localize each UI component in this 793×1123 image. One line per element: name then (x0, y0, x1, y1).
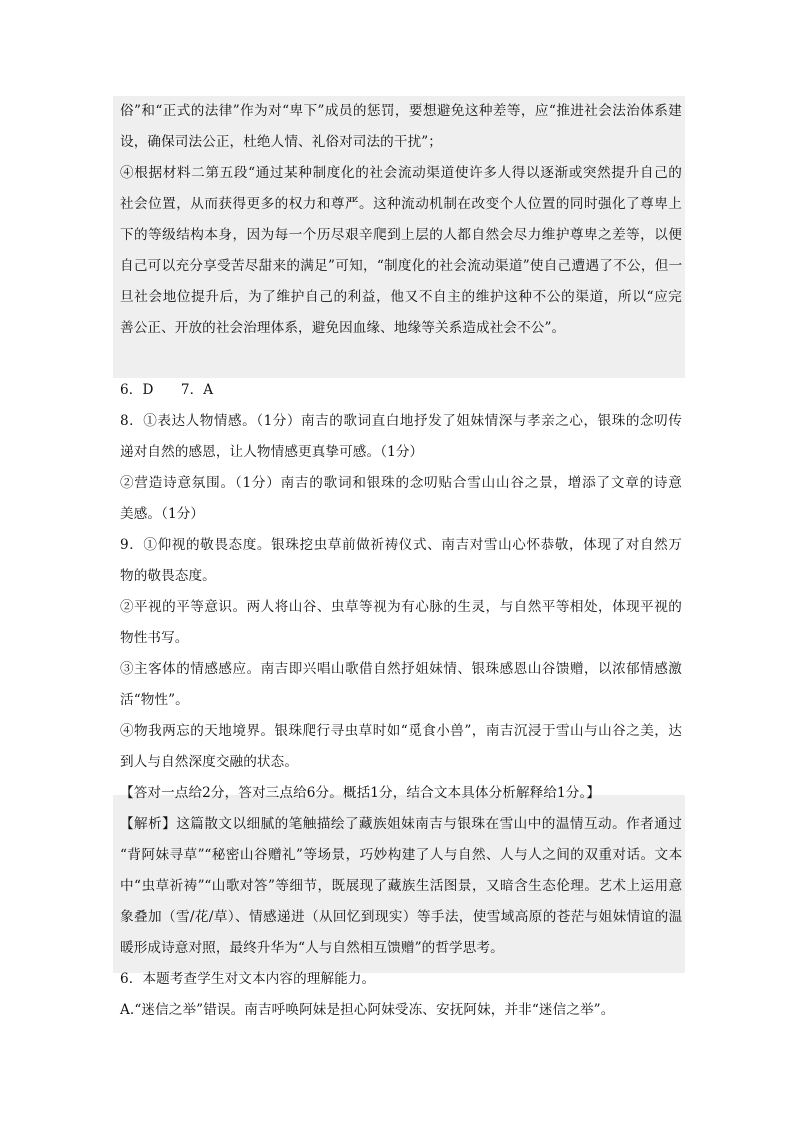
answer-9-line: 到人与自然深度交融的状态。 (120, 754, 299, 770)
document-body (120, 96, 682, 1026)
answer-9-line: ③主客体的情感感应。南吉即兴唱山歌借自然抒姐妹情、银珠感恩山谷馈赠，以浓郁情感激 (120, 661, 682, 677)
answer-8-line: ②营造诗意氛围。（1分）南吉的歌词和银珠的念叨贴合雪山山谷之景，增添了文章的诗意 (120, 475, 682, 491)
analysis-line: 暖形成诗意对照，最终升华为“人与自然相互馈赠”的哲学思考。 (120, 940, 504, 956)
answer-line-6-7: 6．D 7．A (120, 382, 214, 398)
explanation-line: A.“迷信之举”错误。南吉呼唤阿妹是担心阿妹受冻、安抚阿妹，并非“迷信之举”。 (120, 1002, 615, 1018)
scoring-note: 【答对一点给2分，答对三点给6分。概括1分，结合文本具体分析解释给1分。】 (120, 785, 601, 801)
answer-9-line: ②平视的平等意识。两人将山谷、虫草等视为有心脉的生灵，与自然平等相处，体现平视的 (120, 599, 682, 615)
text-line: 自己可以充分享受苦尽甜来的满足”可知，“制度化的社会流动渠道”使自己遭遇了不公，但一 (120, 258, 682, 274)
answer-9-line: 物性书写。 (120, 630, 189, 646)
answer-9-line: ④物我两忘的天地境界。银珠爬行寻虫草时如“觅食小兽”，南吉沉浸于雪山与山谷之美，达 (120, 723, 682, 739)
analysis-line: “背阿妹寻草”“秘密山谷赠礼”等场景，巧妙构建了人与自然、人与人之间的双重对话。文本 (120, 847, 682, 863)
analysis-line: 象叠加（雪/花/草）、情感递进（从回忆到现实）等手法，使雪域高原的苍茫与姐妹情谊的温 (120, 909, 682, 925)
text-line: 善公正、开放的社会治理体系，避免因血缘、地缘等关系造成社会不公”。 (120, 320, 566, 336)
answer-8-line: 美感。（1分） (120, 506, 205, 522)
answer-9-line: 9．①仰视的敬畏态度。银珠挖虫草前做祈祷仪式、南吉对雪山心怀恭敬，体现了对自然万 (120, 537, 682, 553)
text-line: 下的等级结构本身，因为每一个历尽艰辛爬到上层的人都自然会尽力维护尊卑之差等，以便 (120, 227, 682, 243)
text-line: 俗”和“正式的法律”作为对“卑下”成员的惩罚，要想避免这种差等，应“推进社会法治体系建 (120, 103, 682, 119)
text-line: 设，确保司法公正，杜绝人情、礼俗对司法的干扰”； (120, 134, 443, 150)
blank-line (120, 344, 682, 375)
explanation-line: 6．本题考查学生对文本内容的理解能力。 (120, 971, 376, 987)
answer-8-line: 递对自然的感恩，让人物情感更真挚可感。（1分） (120, 444, 424, 460)
answer-9-line: 物的敬畏态度。 (120, 568, 216, 584)
text-line: 社会位置，从而获得更多的权力和尊严。这种流动机制在改变个人位置的同时强化了尊卑上 (120, 196, 682, 212)
analysis-line: 中“虫草祈祷”“山歌对答”等细节，既展现了藏族生活图景，又暗含生态伦理。艺术上运用意 (120, 878, 682, 894)
answer-9-line: 活“物性”。 (120, 692, 189, 708)
answer-8-line: 8．①表达人物情感。（1分）南吉的歌词直白地抒发了姐妹情深与孝亲之心，银珠的念叨传 (120, 413, 682, 429)
text-line: 旦社会地位提升后，为了维护自己的利益，他又不自主的维护这种不公的渠道，所以“应完 (120, 289, 682, 305)
text-line: ④根据材料二第五段“通过某种制度化的社会流动渠道使许多人得以逐渐或突然提升自己的 (120, 165, 682, 181)
analysis-line: 【解析】这篇散文以细腻的笔触描绘了藏族姐妹南吉与银珠在雪山中的温情互动。作者通过 (120, 816, 682, 832)
